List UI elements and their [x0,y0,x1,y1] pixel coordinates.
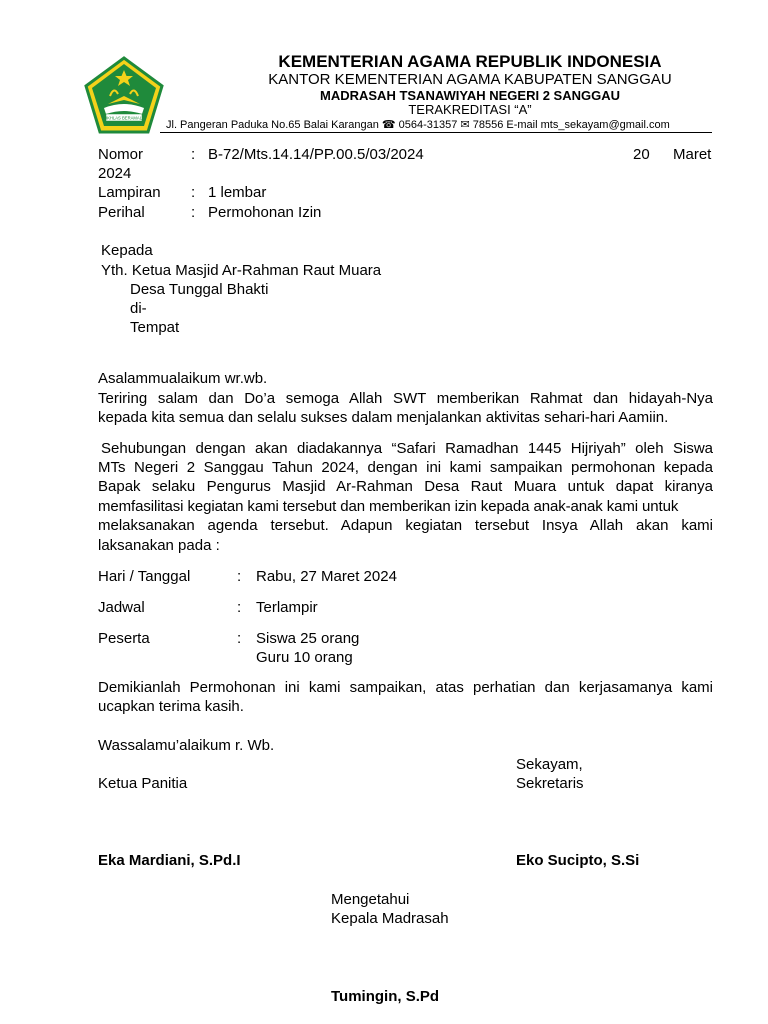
phone: 0564-31357 [398,119,458,131]
date-year: 2024 [98,165,132,182]
para2-line1: Sehubungan dengan akan diadakannya “Safari Ramadhan 1445 Hijriyah” oleh Siswa [101,440,713,457]
detail-label-participants: Peserta [98,630,150,647]
head-title: Kepala Madrasah [331,910,449,927]
recipient-name: Yth. Ketua Masjid Ar-Rahman Raut Muara [101,262,382,279]
recipient-di: di- [130,300,147,317]
perihal-label: Perihal [98,204,145,221]
recipient-kepada: Kepada [101,242,153,259]
email: E-mail mts_sekayam@gmail.com [506,119,670,131]
logo-text: IKHLAS BERAMAL [105,115,143,121]
para2-line4: memfasilitasi kegiatan kami tersebut dan memberikan izin kepada anak-anak kami untuk [98,498,679,515]
postal-icon: ✉ [460,119,470,131]
recipient-tempat: Tempat [130,319,180,336]
office-title: KANTOR KEMENTERIAN AGAMA KABUPATEN SANGGAU [268,71,672,88]
salam: Wassalamu’alaikum r. Wb. [98,737,275,754]
closing-line2: ucapkan terima kasih. [98,698,244,715]
left-signature-name: Eka Mardiani, S.Pd.I [98,852,241,869]
closing-line1: Demikianlah Permohonan ini kami sampaikan, atas perhatian dan kerjasamanya kami [98,679,713,696]
para2-line5: melaksanakan agenda tersebut. Adapun kegiatan tersebut Insya Allah akan kami [98,517,713,534]
para2-line3: Bapak selaku Pengurus Masjid Ar-Rahman Desa Raut Muara untuk dapat kiranya [98,478,713,495]
para1-line1: Teriring salam dan Do’a semoga Allah SWT memberikan Rahmat dan hidayah-Nya [98,390,713,407]
header-divider [160,132,712,133]
recipient-village: Desa Tunggal Bhakti [130,281,269,298]
detail-value-teachers: Guru 10 orang [256,649,353,666]
right-signature-name: Eko Sucipto, S.Si [516,852,640,869]
para2-line6: laksanakan pada : [98,537,220,554]
head-name: Tumingin, S.Pd [331,988,440,1005]
lampiran-label: Lampiran [98,184,161,201]
address: Jl. Pangeran Paduka No.65 Balai Karangan [166,119,379,131]
detail-value-schedule: Terlampir [256,599,318,616]
perihal-value: Permohonan Izin [208,204,322,221]
para1-line2: kepada kita semua dan selalu sukses dalam menjalankan aktivitas sehari-hari Aamiin. [98,409,669,426]
date-month: Maret [673,146,712,163]
detail-colon-date: : [237,568,242,585]
lampiran-colon: : [191,184,196,201]
nomor-colon: : [191,146,196,163]
acknowledge-label: Mengetahui [331,891,410,908]
kemenag-logo-icon [84,56,164,134]
left-signature-title: Ketua Panitia [98,775,188,792]
nomor-value: B-72/Mts.14.14/PP.00.5/03/2024 [208,146,424,163]
para2-line2: MTs Negeri 2 Sanggau Tahun 2024, dengan ini kami sampaikan permohonan kepada [98,459,713,476]
date-day: 20 [633,146,650,163]
detail-label-date: Hari / Tanggal [98,568,191,585]
detail-colon-participants: : [237,630,242,647]
lampiran-value: 1 lembar [208,184,267,201]
detail-value-date: Rabu, 27 Maret 2024 [256,568,397,585]
detail-colon-schedule: : [237,599,242,616]
greeting: Asalammualaikum wr.wb. [98,370,268,387]
address-line [166,118,670,131]
postal-code: 78556 [472,119,504,131]
perihal-colon: : [191,204,196,221]
accreditation: TERAKREDITASI “A” [408,102,532,117]
right-signature-title: Sekretaris [516,775,584,792]
nomor-label: Nomor [98,146,144,163]
phone-icon: ☎ [381,119,396,131]
ministry-title: KEMENTERIAN AGAMA REPUBLIK INDONESIA [278,52,662,71]
detail-value-students: Siswa 25 orang [256,630,360,647]
signature-place: Sekayam, [516,756,583,773]
detail-label-schedule: Jadwal [98,599,145,616]
school-title: MADRASAH TSANAWIYAH NEGERI 2 SANGGAU [320,88,620,103]
